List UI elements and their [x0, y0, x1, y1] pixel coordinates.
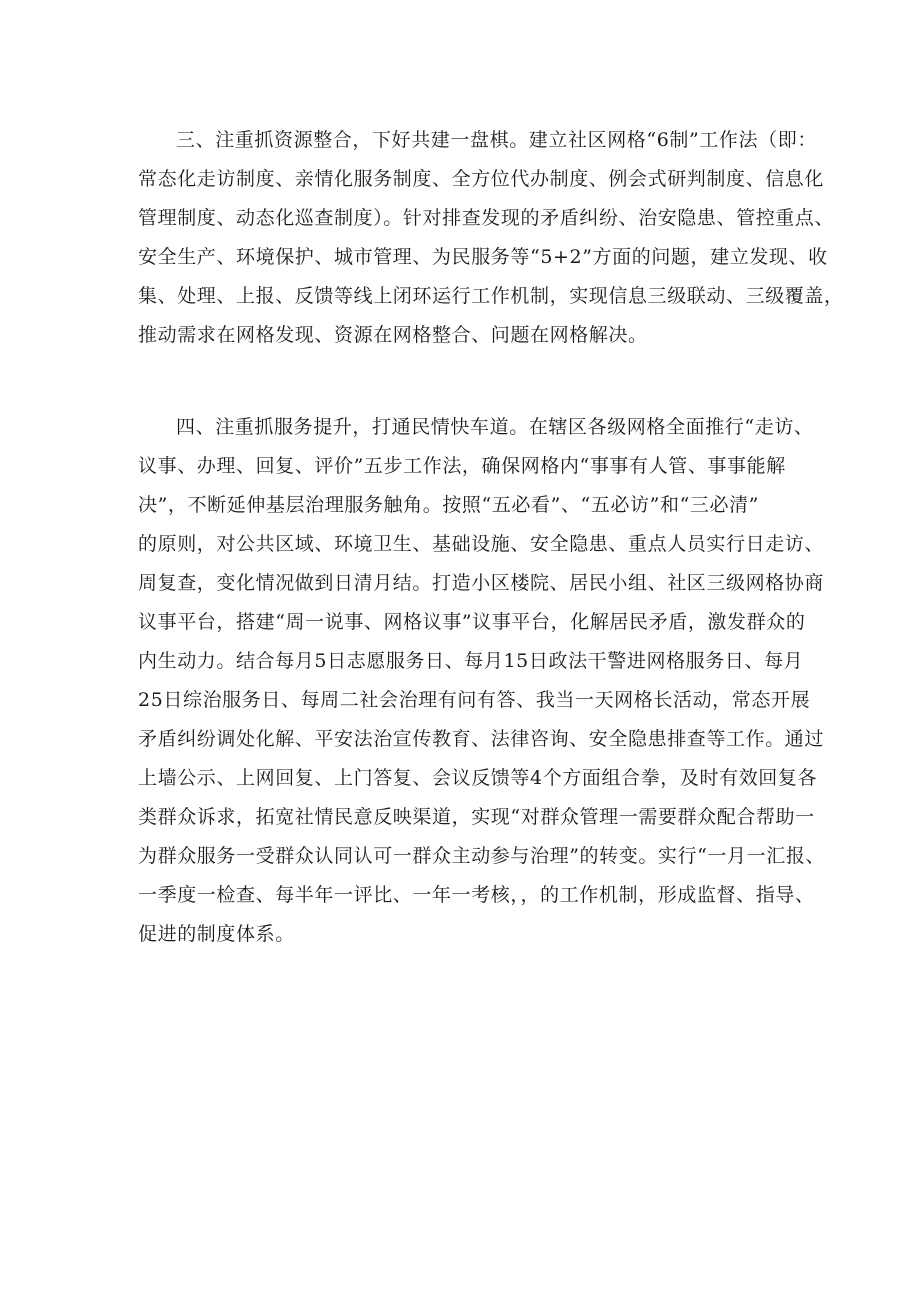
text-line: 25日综治服务日、每周二社会治理有问有答、我当一天网格长活动，常态开展 [138, 689, 811, 711]
text-line: 为群众服务一受群众认同认可一群众主动参与治理”的转变。实行“一月一汇报、 [138, 845, 826, 867]
paragraph-resource-integration [138, 121, 844, 355]
text-line: 类群众诉求，拓宽社情民意反映渠道，实现“对群众管理一需要群众配合帮助一 [138, 806, 815, 828]
text-line: 矛盾纠纷调处化解、平安法治宣传教育、法律咨询、安全隐患排查等工作。通过 [138, 728, 825, 750]
text-line: 集、处理、上报、反馈等线上闭环运行工作机制，实现信息三级联动、三级覆盖， [138, 285, 844, 307]
text-line: 推动需求在网格发现、资源在网格整合、问题在网格解决。 [138, 324, 648, 346]
text-line: 常态化走访制度、亲情化服务制度、全方位代办制度、例会式研判制度、信息化 [138, 168, 825, 190]
text-line: 决”，不断延伸基层治理服务触角。按照“五必看”、“五必访”和“三必清” [138, 494, 759, 516]
text-line: 周复查，变化情况做到日清月结。打造小区楼院、居民小组、社区三级网格协商 [138, 572, 825, 594]
paragraph-service-improvement [138, 408, 826, 954]
text-line: 安全生产、环境保护、城市管理、为民服务等“5+2”方面的问题，建立发现、收 [138, 246, 828, 268]
text-line: 一季度一检查、每半年一评比、一年一考核，，的工作机制，形成监督、指导、 [138, 884, 815, 906]
text-line: 管理制度、动态化巡查制度）。针对排查发现的矛盾纠纷、治安隐患、管控重点、 [138, 207, 835, 229]
text-line: 三、注重抓资源整合，下好共建一盘棋。建立社区网格“6制”工作法（即： [176, 129, 817, 151]
text-line: 议事、办理、回复、评价”五步工作法，确保网格内“事事有人管、事事能解 [138, 455, 786, 477]
text-line: 的原则，对公共区域、环境卫生、基础设施、安全隐患、重点人员实行日走访、 [138, 533, 825, 555]
text-line: 促进的制度体系。 [138, 923, 295, 945]
text-line: 上墙公示、上网回复、上门答复、会议反馈等4个方面组合拳，及时有效回复各 [138, 767, 818, 789]
text-line: 议事平台，搭建“周一说事、网格议事”议事平台，化解居民矛盾，激发群众的 [138, 611, 806, 633]
text-line: 内生动力。结合每月5日志愿服务日、每月15日政法干警进网格服务日、每月 [138, 650, 804, 672]
text-line: 四、注重抓服务提升，打通民情快车道。在辖区各级网格全面推行“走访、 [176, 416, 814, 438]
